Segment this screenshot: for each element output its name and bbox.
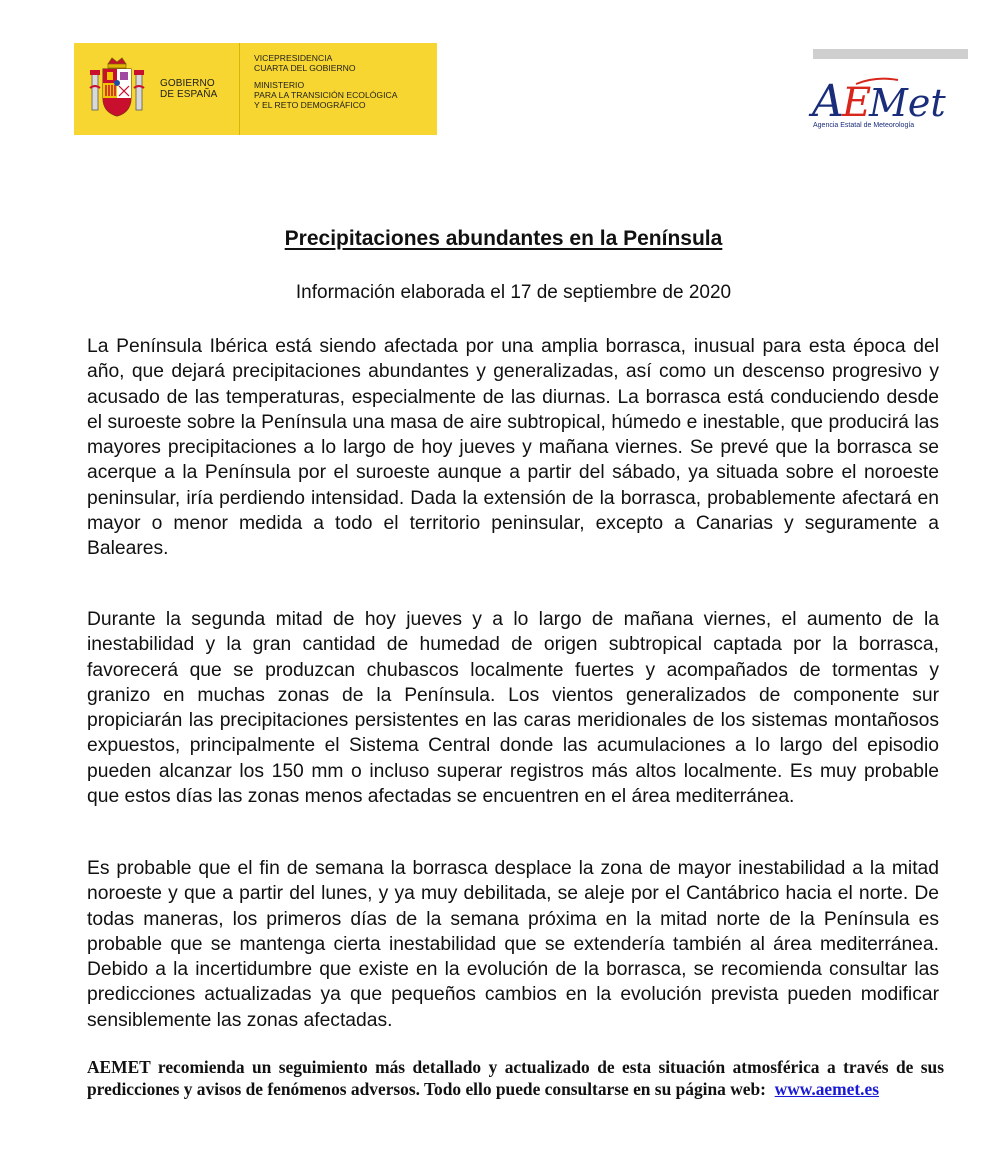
- government-banner: [74, 43, 437, 135]
- aemet-logo-letter-e: E: [842, 80, 872, 126]
- aemet-notice: [87, 1057, 944, 1100]
- aemet-logo-letter-a: A: [812, 76, 844, 127]
- gobierno-label: GOBIERNO DE ESPAÑA: [160, 78, 218, 100]
- notice-text: AEMET recomienda un seguimiento más detallado y actualizado de esta situación atmosférica a través de sus predicciones y avisos de fenómenos adversos. Todo ello puede consultarse en su página web:: [87, 1057, 944, 1099]
- aemet-top-bar: [813, 49, 968, 59]
- coat-of-arms-icon: [88, 56, 146, 122]
- aemet-logo-letters-met: Met: [869, 81, 946, 125]
- document-dateline: Información elaborada el 17 de septiembre de 2020: [295, 282, 732, 303]
- vicepresidencia-label: VICEPRESIDENCIA CUARTA DEL GOBIERNO: [254, 53, 356, 74]
- aemet-subtitle: Agencia Estatal de Meteorología: [813, 122, 915, 129]
- ministerio-label: MINISTERIO PARA LA TRANSICIÓN ECOLÓGICA Y EL RETO DEMOGRÁFICO: [254, 79, 398, 111]
- paragraph-1: La Península Ibérica está siendo afectada por una amplia borrasca, inusual para esta época del año, que dejará precipitaciones abundantes y generalizadas, así como un descenso progresivo y acusado de las temperaturas, especialmente de las diurnas. La borrasca está conduciendo desde el suroeste sobre la Península una masa de aire subtropical, húmedo e inestable, que producirá las mayores precipitaciones a lo largo de hoy jueves y mañana viernes. Se prevé que la borrasca se acerque a la Península por el suroeste aunque a partir del sábado, ya situada sobre el noroeste peninsular, iría perdiendo intensidad. Dada la extensión de la borrasca, probablemente afectará en mayor o menor medida a todo el territorio peninsular, excepto a Canarias y seguramente a Baleares.: [87, 336, 939, 560]
- paragraph-3: Es probable que el fin de semana la borrasca desplace la zona de mayor inestabilidad a la mitad noroeste y que a partir del lunes, y ya muy debilitada, se aleje por el Cantábrico hacia el norte. De todas maneras, los primeros días de la semana próxima en la mitad norte de la Península es probable que se mantenga cierta inestabilidad que se extendería también al área mediterránea. Debido a la incertidumbre que existe en la evolución de la borrasca, se recomienda consultar las predicciones actualizadas ya que pequeños cambios en la evolución prevista pueden modificar sensiblemente las zonas afectadas.: [87, 858, 939, 1031]
- document-title: Precipitaciones abundantes en la Península: [284, 227, 723, 250]
- aemet-website-link[interactable]: www.aemet.es: [774, 1078, 879, 1099]
- gobierno-de-espana-block: [74, 43, 240, 135]
- paragraph-2: Durante la segunda mitad de hoy jueves y a lo largo de mañana viernes, el aumento de la inestabilidad y la gran cantidad de humedad de origen subtropical captada por la borrasca, favorecerá que se produzcan chubascos localmente fuertes y acompañados de tormentas y granizo en muchas zonas de la Península. Los vientos generalizados de componente sur propiciarán las precipitaciones persistentes en las caras meridionales de los sistemas montañosos expuestos, principalmente el Sistema Central donde las acumulaciones a lo largo del episodio pueden alcanzar los 150 mm o incluso superar registros más altos localmente. Es muy probable que estos días las zonas menos afectadas se encuentren en el área mediterránea.: [87, 609, 939, 808]
- ministry-block: [240, 43, 437, 135]
